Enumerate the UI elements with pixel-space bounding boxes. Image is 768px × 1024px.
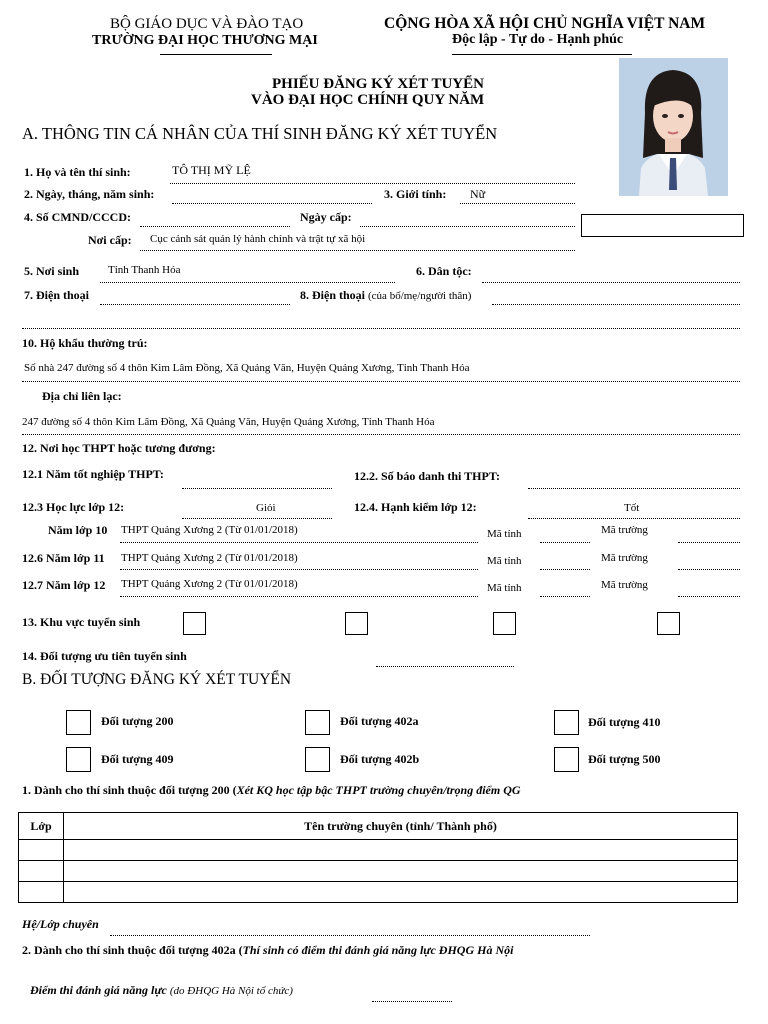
motto: Độc lập - Tự do - Hạnh phúc (452, 32, 624, 47)
ethnicity-label: 6. Dân tộc: (416, 264, 472, 278)
grade10-school[interactable]: THPT Quảng Xương 2 (Từ 01/01/2018) (121, 524, 298, 536)
grade10-school-line (120, 542, 478, 543)
option-500-checkbox[interactable] (554, 747, 579, 772)
class-cell[interactable] (19, 882, 64, 903)
specialized-class-label: Hệ/Lớp chuyên (22, 917, 99, 931)
contact-field-line (22, 434, 740, 435)
score-field-line[interactable] (372, 1001, 452, 1002)
grade11-province-line[interactable] (540, 569, 590, 570)
grade11-province-label: Mã tỉnh (487, 555, 522, 567)
table-row (19, 861, 738, 882)
issue-place-label: Nơi cấp: (88, 233, 132, 247)
parent-phone-note: (của bố/mẹ/người thân) (368, 290, 472, 302)
residence-field-line (22, 381, 740, 382)
score-label-group (30, 983, 293, 998)
option-402b-label: Đối tượng 402b (340, 752, 420, 766)
grade11-school[interactable]: THPT Quảng Xương 2 (Từ 01/01/2018) (121, 552, 298, 564)
grade12-school-line (120, 596, 478, 597)
region-checkbox-2[interactable] (345, 612, 368, 635)
region-checkbox-3[interactable] (493, 612, 516, 635)
form-title-line2: VÀO ĐẠI HỌC CHÍNH QUY NĂM (251, 92, 485, 108)
col-header-school: Tên trường chuyên (tỉnh/ Thành phố) (64, 813, 738, 840)
grade11-label: 12.6 Năm lớp 11 (22, 551, 105, 565)
q1-italic: Xét KQ học tập bậc THPT trường chuyên/trọng điểm QG (236, 783, 521, 797)
option-500-label: Đối tượng 500 (588, 752, 661, 766)
gender-field-line (460, 203, 575, 204)
grad-year-field-line[interactable] (182, 488, 332, 489)
ethnicity-field-line[interactable] (482, 282, 740, 283)
class-cell[interactable] (19, 861, 64, 882)
academic-label: 12.3 Học lực lớp 12: (22, 500, 125, 514)
q1-text (22, 783, 521, 798)
parent-phone-label-group (300, 288, 471, 303)
university-name: TRƯỜNG ĐẠI HỌC THƯƠNG MẠI (92, 33, 318, 48)
grade10-label: Năm lớp 10 (48, 523, 108, 537)
academic-field-line (182, 518, 332, 519)
region-checkbox-4[interactable] (657, 612, 680, 635)
blank-line-1 (22, 328, 740, 329)
header-underline-left (160, 54, 272, 55)
q2-text (22, 943, 513, 958)
id-input-box[interactable] (581, 214, 744, 237)
birthplace-field-line (100, 282, 395, 283)
option-409-checkbox[interactable] (66, 747, 91, 772)
header-underline-right (452, 54, 632, 55)
q2-bold: 2. Dành cho thí sinh thuộc đối tượng 402a ( (22, 943, 243, 957)
section-a-heading: A. THÔNG TIN CÁ NHÂN CỦA THÍ SINH ĐĂNG KÝ XÉT TUYỂN (22, 124, 498, 143)
grade12-school-code-label: Mã trường (601, 579, 648, 591)
table-row (19, 840, 738, 861)
grade11-school-code-label: Mã trường (601, 552, 648, 564)
q2-italic: Thí sinh có điểm thi đánh giá năng lực ĐHQG Hà Nội (242, 943, 514, 957)
option-410-checkbox[interactable] (554, 710, 579, 735)
country-name: CỘNG HÒA XÃ HỘI CHỦ NGHĨA VIỆT NAM (384, 15, 706, 32)
option-402a-checkbox[interactable] (305, 710, 330, 735)
contact-value[interactable]: 247 đường số 4 thôn Kim Lâm Đồng, Xã Quảng Văn, Huyện Quảng Xương, Tỉnh Thanh Hóa (22, 416, 435, 428)
option-409-label: Đối tượng 409 (101, 752, 174, 766)
phone-field-line[interactable] (100, 304, 290, 305)
table-row (19, 882, 738, 903)
option-200-label: Đối tượng 200 (101, 714, 174, 728)
gender-value[interactable]: Nữ (470, 187, 486, 201)
school-label: 12. Nơi học THPT hoặc tương đương: (22, 441, 216, 455)
school-cell[interactable] (64, 840, 738, 861)
parent-phone-label: 8. Điện thoại (300, 288, 366, 302)
name-field-line (170, 183, 575, 184)
q1-bold: 1. Dành cho thí sinh thuộc đối tượng 200 ( (22, 783, 237, 797)
contact-label: Địa chỉ liên lạc: (42, 389, 122, 403)
residence-label: 10. Hộ khẩu thường trú: (22, 336, 148, 350)
specialized-school-table (18, 812, 738, 903)
id-field-line[interactable] (140, 226, 290, 227)
grade11-school-line (120, 569, 478, 570)
conduct-value[interactable]: Tốt (624, 502, 640, 514)
school-cell[interactable] (64, 861, 738, 882)
academic-value[interactable]: Giỏi (256, 502, 276, 514)
name-label: 1. Họ và tên thí sinh: (24, 165, 131, 179)
issue-date-field-line[interactable] (360, 226, 575, 227)
grade10-province-line[interactable] (540, 542, 590, 543)
option-402a-label: Đối tượng 402a (340, 714, 419, 728)
table-header-row (19, 813, 738, 840)
ministry-name: BỘ GIÁO DỤC VÀ ĐÀO TẠO (110, 16, 304, 32)
option-402b-checkbox[interactable] (305, 747, 330, 772)
grade12-label: 12.7 Năm lớp 12 (22, 578, 106, 592)
residence-value[interactable]: Số nhà 247 đường số 4 thôn Kim Lâm Đồng, Xã Quảng Văn, Huyện Quảng Xương, Tỉnh Thanh Hóa (24, 362, 470, 374)
candidate-photo (619, 58, 728, 196)
phone-label: 7. Điện thoại (24, 288, 90, 302)
birthplace-value[interactable]: Tỉnh Thanh Hóa (108, 264, 181, 276)
grade12-school[interactable]: THPT Quảng Xương 2 (Từ 01/01/2018) (121, 578, 298, 590)
grade10-province-label: Mã tỉnh (487, 528, 522, 540)
form-title-line1: PHIẾU ĐĂNG KÝ XÉT TUYỂN (272, 76, 484, 92)
dob-label: 2. Ngày, tháng, năm sinh: (24, 187, 155, 201)
issue-place-value[interactable]: Cục cảnh sát quản lý hành chính và trật tự xã hội (150, 233, 366, 245)
grade10-school-code-label: Mã trường (601, 524, 648, 536)
priority-label: 14. Đối tượng ưu tiên tuyển sinh (22, 649, 187, 663)
candidate-portrait-icon (619, 58, 728, 196)
issue-date-label: Ngày cấp: (300, 210, 352, 224)
grade12-province-line[interactable] (540, 596, 590, 597)
class-cell[interactable] (19, 840, 64, 861)
grad-year-label: 12.1 Năm tốt nghiệp THPT: (22, 467, 164, 481)
col-header-class: Lớp (19, 813, 64, 840)
priority-field-line[interactable] (376, 666, 514, 667)
conduct-label: 12.4. Hạnh kiểm lớp 12: (354, 500, 477, 514)
conduct-field-line (528, 518, 740, 519)
id-label: 4. Số CMND/CCCD: (24, 210, 131, 224)
grade12-school-code-line[interactable] (678, 596, 740, 597)
option-200-checkbox[interactable] (66, 710, 91, 735)
birthplace-label: 5. Nơi sinh (24, 264, 79, 278)
score-label: Điểm thi đánh giá năng lực (30, 983, 167, 997)
name-value[interactable]: TÔ THỊ MỸ LỆ (172, 163, 251, 177)
gender-label: 3. Giới tính: (384, 187, 447, 201)
school-cell[interactable] (64, 882, 738, 903)
grade12-province-label: Mã tỉnh (487, 582, 522, 594)
score-note: (do ĐHQG Hà Nội tổ chức) (169, 985, 293, 997)
exam-no-label: 12.2. Số báo danh thi THPT: (354, 469, 500, 483)
section-b-heading: B. ĐỐI TƯỢNG ĐĂNG KÝ XÉT TUYỂN (22, 671, 292, 688)
region-checkbox-1[interactable] (183, 612, 206, 635)
grade11-school-code-line[interactable] (678, 569, 740, 570)
parent-phone-field-line[interactable] (492, 304, 740, 305)
option-410-label: Đối tượng 410 (588, 715, 661, 729)
specialized-class-field-line[interactable] (110, 935, 590, 936)
issue-place-field-line (140, 250, 575, 251)
grade10-school-code-line[interactable] (678, 542, 740, 543)
exam-no-field-line[interactable] (528, 488, 740, 489)
dob-field-line[interactable] (172, 203, 372, 204)
region-label: 13. Khu vực tuyển sinh (22, 615, 141, 629)
